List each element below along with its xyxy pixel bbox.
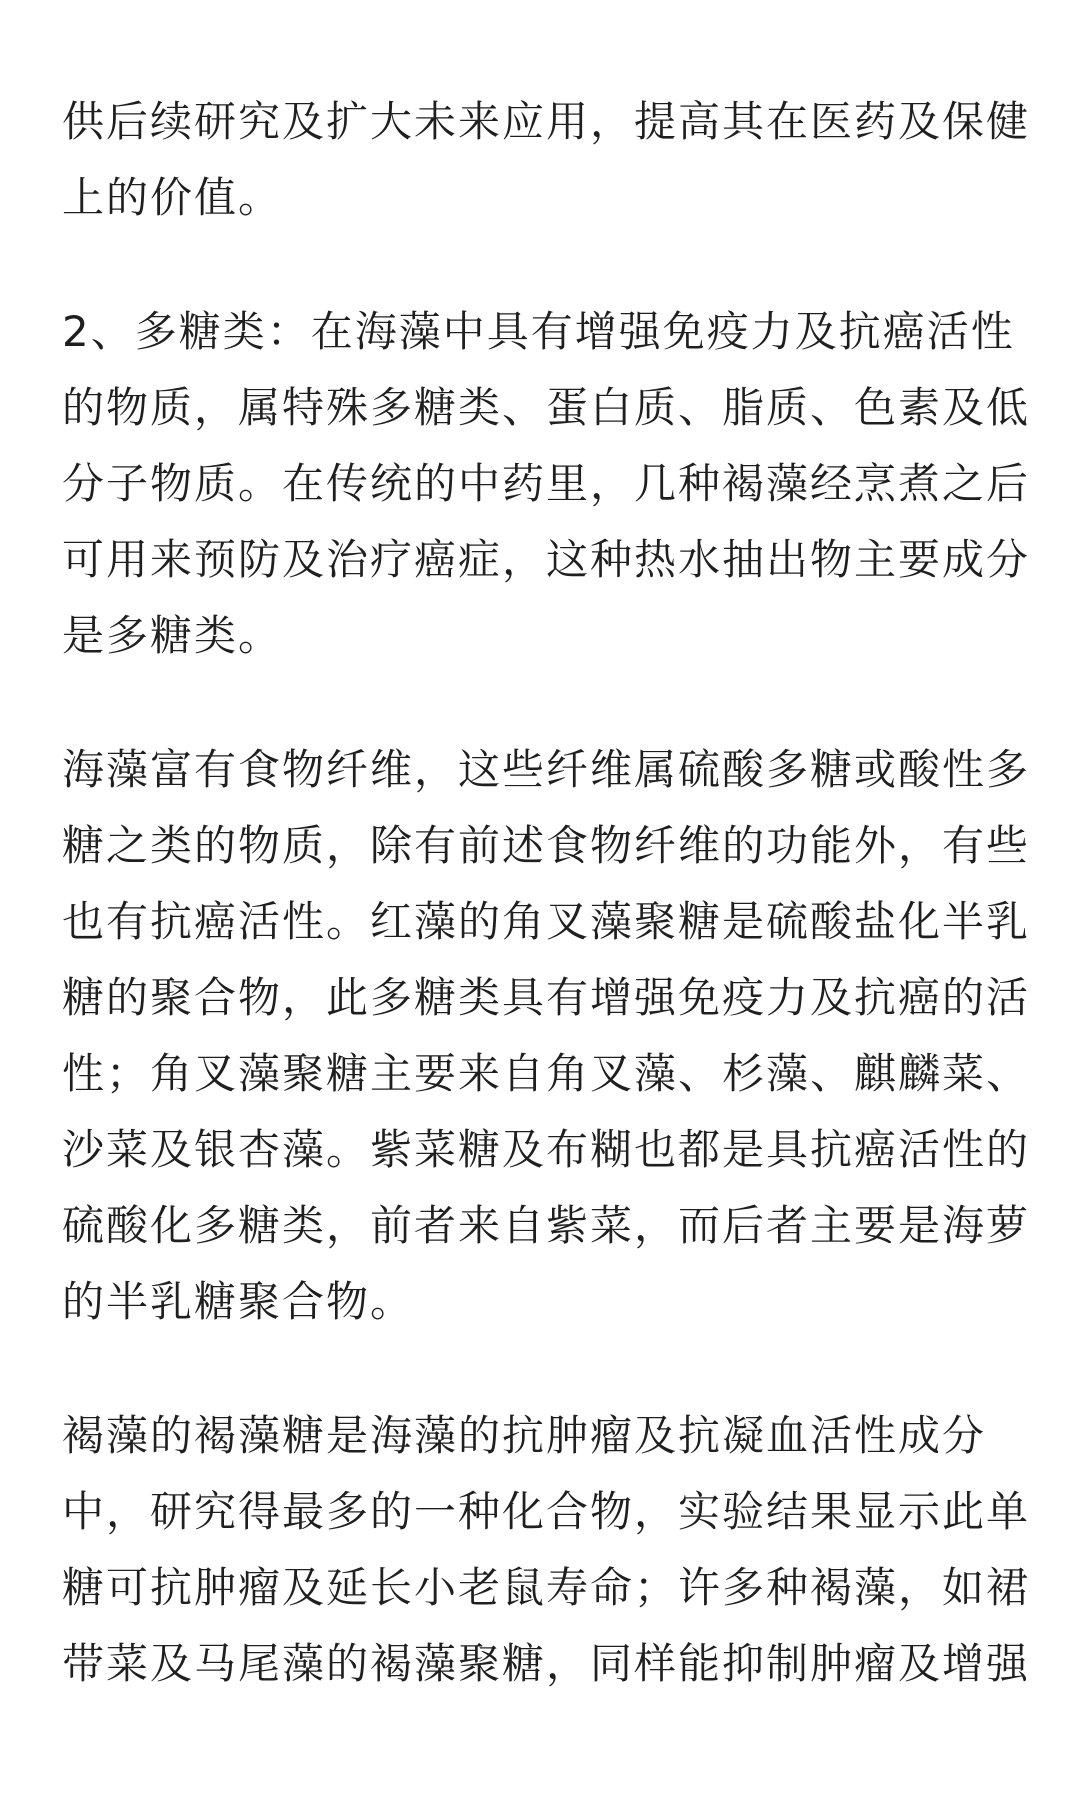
- text-line: 2、多糖类：在海藻中具有增强免疫力及抗癌活性: [62, 307, 1015, 356]
- paragraph-2: [62, 294, 1031, 674]
- paragraph-4: [62, 1398, 1031, 1702]
- text-line: 带菜及马尾藻的褐藻聚糖，同样能抑制肿瘤及增强: [62, 1639, 1031, 1688]
- text-line: 的半乳糖聚合物。: [62, 1277, 415, 1326]
- text-line: 可用来预防及治疗癌症，这种热水抽出物主要成分: [62, 535, 1031, 584]
- text-line: 褐藻的褐藻糖是海藻的抗肿瘤及抗凝血活性成分: [62, 1411, 987, 1460]
- text-line: 沙菜及银杏藻。紫菜糖及布糊也都是具抗癌活性的: [62, 1125, 1031, 1174]
- text-line: 糖的聚合物，此多糖类具有增强免疫力及抗癌的活: [62, 973, 1031, 1022]
- paragraph-3: [62, 732, 1031, 1340]
- text-line: 糖可抗肿瘤及延长小老鼠寿命；许多种褐藻，如裙: [62, 1563, 1031, 1612]
- text-line: 糖之类的物质，除有前述食物纤维的功能外，有些: [62, 821, 1031, 870]
- text-line: 供后续研究及扩大未来应用，提高其在医药及保健: [62, 97, 1031, 146]
- paragraph-1: [62, 84, 1031, 236]
- text-line: 的物质，属特殊多糖类、蛋白质、脂质、色素及低: [62, 383, 1031, 432]
- text-line: 上的价值。: [62, 173, 283, 222]
- text-line: 是多糖类。: [62, 611, 283, 660]
- text-line: 海藻富有食物纤维，这些纤维属硫酸多糖或酸性多: [62, 745, 1031, 794]
- text-line: 也有抗癌活性。红藻的角叉藻聚糖是硫酸盐化半乳: [62, 897, 1031, 946]
- text-line: 性；角叉藻聚糖主要来自角叉藻、杉藻、麒麟菜、: [62, 1049, 1031, 1098]
- text-line: 硫酸化多糖类，前者来自紫菜，而后者主要是海萝: [62, 1201, 1031, 1250]
- text-line: 分子物质。在传统的中药里，几种褐藻经烹煮之后: [62, 459, 1031, 508]
- text-line: 中，研究得最多的一种化合物，实验结果显示此单: [62, 1487, 1031, 1536]
- article-body: [62, 84, 1031, 1702]
